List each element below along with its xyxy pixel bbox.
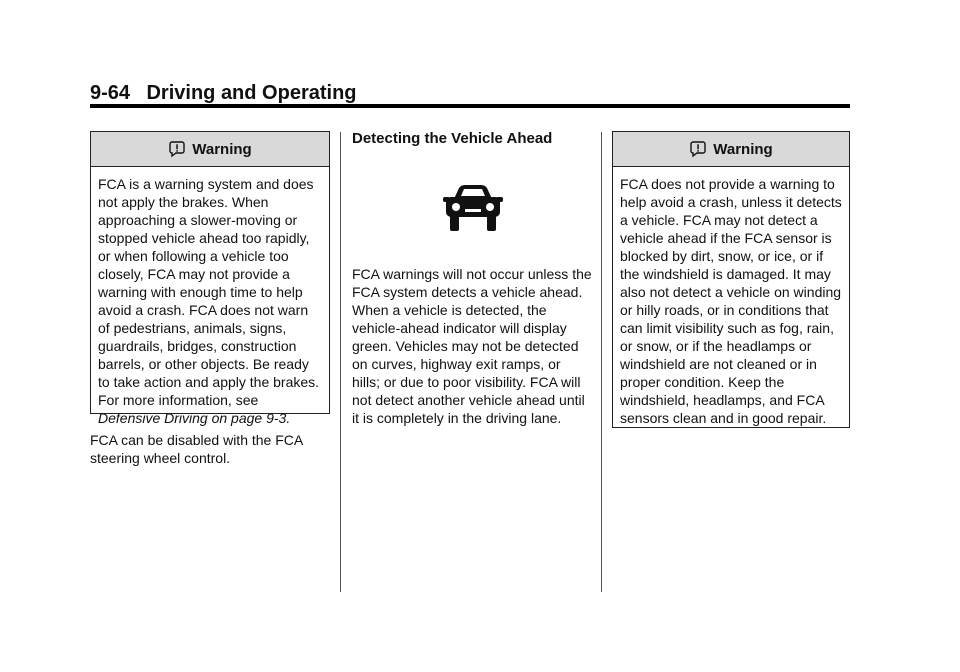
disable-paragraph: FCA can be disabled with the FCA steering wheel control. xyxy=(90,432,303,466)
vehicle-ahead-icon xyxy=(443,183,503,233)
warning-icon xyxy=(689,140,707,158)
warning-header xyxy=(91,132,329,167)
right-warning-box xyxy=(612,131,850,428)
warning-text: FCA does not provide a warning to help avoid a crash, unless it detects a vehicle. FCA may not detect a vehicle ahead if the FCA sensor is blocked by dirt, snow, or ice, or if the windshield is damaged. It may also not detect a vehicle on winding or hilly roads, or in conditions that can limit visibility such as fog, rain, or snow, or if the headlamps or windshield are not cleaned or in proper condition. Keep the windshield, headlamps, and FCA sensors clean and in good repair. xyxy=(620,176,842,426)
header-rule xyxy=(90,104,850,108)
warning-icon xyxy=(168,140,186,158)
warning-title: Warning xyxy=(192,140,252,158)
warning-text: FCA is a warning system and does not apply the brakes. When approaching a slower-moving or stopped vehicle ahead too rapidly, or when following a vehicle too closely, FCA may not provide a warning with enough time to help avoid a crash. FCA does not warn of pedestrians, animals, signs, guardrails, bridges, construction barrels, or other objects. Be ready to take action and apply the brakes. For more information, see xyxy=(98,176,320,408)
cross-reference-link[interactable]: Defensive Driving on page 9-3. xyxy=(98,410,291,426)
page-number: 9-64 xyxy=(90,82,131,104)
detection-paragraph: FCA warnings will not occur unless the FCA system detects a vehicle ahead. When a vehicle is detected, the vehicle-ahead indicator will display green. Vehicles may not be detected on curves, highway exit ramps, or hills; or due to poor visibility. FCA will not detect another vehicle ahead until it is completely in the driving lane. xyxy=(352,266,592,426)
section-title: Driving and Operating xyxy=(146,82,357,104)
left-warning-box xyxy=(90,131,330,426)
warning-body xyxy=(91,167,329,433)
column-divider-right xyxy=(601,132,602,592)
column-divider-left xyxy=(340,132,341,592)
warning-title: Warning xyxy=(713,140,773,158)
warning-body xyxy=(613,167,849,433)
warning-header xyxy=(613,132,849,167)
section-heading: Detecting the Vehicle Ahead xyxy=(352,130,553,147)
